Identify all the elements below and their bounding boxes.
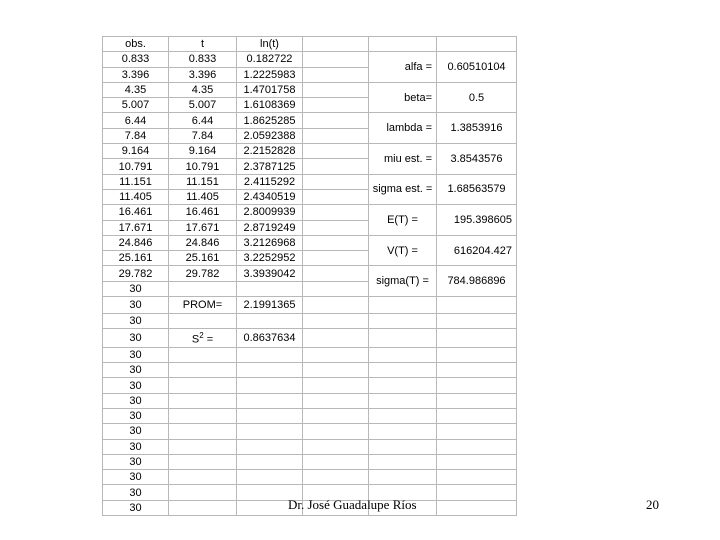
empty-cell	[303, 424, 369, 439]
header-ln-t: ln(t)	[237, 37, 303, 52]
empty-cell	[237, 347, 303, 362]
s2-label-exponent: 2	[199, 331, 204, 341]
t-cell: 11.151	[169, 174, 237, 189]
empty-cell	[437, 363, 517, 378]
ln-t-cell: 2.8009939	[237, 205, 303, 220]
ln-t-cell: 1.4701758	[237, 82, 303, 97]
ln-t-cell: 1.6108369	[237, 98, 303, 113]
t-cell: 11.405	[169, 189, 237, 204]
table-row	[103, 424, 517, 439]
obs-cell: 30	[103, 424, 169, 439]
table-row	[103, 113, 517, 128]
table-row	[103, 174, 517, 189]
header-obs: obs.	[103, 37, 169, 52]
empty-cell	[369, 313, 437, 328]
empty-cell	[369, 454, 437, 469]
ln-t-cell: 2.4340519	[237, 189, 303, 204]
obs-cell: 30	[103, 363, 169, 378]
empty-cell	[303, 82, 369, 97]
t-cell: 17.671	[169, 220, 237, 235]
t-cell: 24.846	[169, 235, 237, 250]
empty-cell	[437, 424, 517, 439]
header-t: t	[169, 37, 237, 52]
table-row	[103, 454, 517, 469]
estimate-label: miu est. =	[369, 144, 437, 175]
t-cell: 29.782	[169, 266, 237, 281]
empty-cell	[437, 408, 517, 423]
obs-cell: 30	[103, 378, 169, 393]
empty-cell	[237, 454, 303, 469]
s2-label	[169, 329, 237, 348]
empty-cell	[237, 408, 303, 423]
ln-t-cell: 2.0592388	[237, 128, 303, 143]
header-row	[103, 37, 517, 52]
obs-cell: 30	[103, 393, 169, 408]
empty-cell	[303, 67, 369, 82]
empty-cell	[303, 128, 369, 143]
estimate-label: lambda =	[369, 113, 437, 144]
obs-cell: 17.671	[103, 220, 169, 235]
empty-cell	[369, 470, 437, 485]
empty-cell	[303, 363, 369, 378]
table-row	[103, 144, 517, 159]
table-row	[103, 393, 517, 408]
empty-cell	[303, 393, 369, 408]
obs-cell: 11.405	[103, 189, 169, 204]
empty-cell	[369, 329, 437, 348]
empty-cell	[303, 313, 369, 328]
ln-t-cell: 0.182722	[237, 52, 303, 67]
obs-cell: 30	[103, 329, 169, 348]
empty-cell	[303, 329, 369, 348]
obs-cell: 7.84	[103, 128, 169, 143]
t-cell: 6.44	[169, 113, 237, 128]
obs-cell: 10.791	[103, 159, 169, 174]
empty-cell	[303, 347, 369, 362]
empty-cell	[369, 393, 437, 408]
empty-cell	[237, 439, 303, 454]
obs-cell: 30	[103, 281, 169, 296]
estimate-label: V(T) =	[369, 235, 437, 266]
empty-cell	[169, 363, 237, 378]
empty-cell	[437, 297, 517, 314]
empty-cell	[303, 266, 369, 281]
empty-cell	[303, 251, 369, 266]
empty-cell	[437, 378, 517, 393]
obs-cell: 30	[103, 297, 169, 314]
estimate-label: beta=	[369, 82, 437, 113]
empty-cell	[169, 439, 237, 454]
prom-value: 2.1991365	[237, 297, 303, 314]
empty-cell	[303, 174, 369, 189]
empty-cell	[303, 159, 369, 174]
empty-cell	[303, 454, 369, 469]
obs-cell: 3.396	[103, 67, 169, 82]
t-cell: 9.164	[169, 144, 237, 159]
empty-cell	[369, 424, 437, 439]
empty-cell	[369, 347, 437, 362]
slide-footer	[0, 497, 720, 515]
empty-cell	[437, 313, 517, 328]
ln-t-cell: 3.2252952	[237, 251, 303, 266]
empty-cell	[169, 313, 237, 328]
empty-cell	[437, 439, 517, 454]
empty-cell	[369, 297, 437, 314]
empty-cell	[169, 408, 237, 423]
header-empty-cell	[437, 37, 517, 52]
ln-t-cell: 2.4115292	[237, 174, 303, 189]
empty-cell	[303, 98, 369, 113]
obs-cell: 25.161	[103, 251, 169, 266]
estimate-value: 1.68563579	[437, 174, 517, 205]
estimate-label: E(T) =	[369, 205, 437, 236]
table-row	[103, 205, 517, 220]
table-row	[103, 378, 517, 393]
empty-cell	[169, 378, 237, 393]
obs-cell: 30	[103, 347, 169, 362]
t-cell: 0.833	[169, 52, 237, 67]
spreadsheet-body	[103, 37, 517, 516]
obs-cell: 30	[103, 408, 169, 423]
table-row	[103, 297, 517, 314]
empty-cell	[303, 144, 369, 159]
table-row	[103, 313, 517, 328]
ln-t-cell: 1.8625285	[237, 113, 303, 128]
t-cell: 4.35	[169, 82, 237, 97]
obs-cell: 0.833	[103, 52, 169, 67]
s2-label-equals: =	[203, 333, 214, 346]
s2-value: 0.8637634	[237, 329, 303, 348]
obs-cell: 30	[103, 485, 169, 500]
empty-cell	[369, 439, 437, 454]
empty-cell	[169, 470, 237, 485]
obs-cell: 9.164	[103, 144, 169, 159]
empty-cell	[303, 408, 369, 423]
empty-cell	[303, 297, 369, 314]
table-row	[103, 439, 517, 454]
empty-cell	[303, 189, 369, 204]
empty-cell	[237, 393, 303, 408]
s2-label-base: S	[191, 333, 200, 346]
estimate-value: 195.398605	[437, 205, 517, 236]
estimate-label: sigma(T) =	[369, 266, 437, 297]
empty-cell	[369, 363, 437, 378]
table-row	[103, 470, 517, 485]
obs-cell: 30	[103, 439, 169, 454]
empty-cell	[369, 378, 437, 393]
table-row	[103, 235, 517, 250]
table-row	[103, 329, 517, 348]
empty-cell	[437, 393, 517, 408]
empty-cell	[169, 424, 237, 439]
empty-cell	[437, 454, 517, 469]
t-cell: 7.84	[169, 128, 237, 143]
obs-cell: 11.151	[103, 174, 169, 189]
empty-cell	[237, 378, 303, 393]
page-number: 20	[646, 497, 659, 512]
empty-cell	[303, 235, 369, 250]
estimate-value: 3.8543576	[437, 144, 517, 175]
empty-cell	[169, 393, 237, 408]
ln-t-cell: 2.8719249	[237, 220, 303, 235]
table-row	[103, 266, 517, 281]
obs-cell: 29.782	[103, 266, 169, 281]
table-row	[103, 52, 517, 67]
obs-cell: 30	[103, 500, 169, 515]
table-row	[103, 82, 517, 97]
empty-cell	[303, 52, 369, 67]
obs-cell: 4.35	[103, 82, 169, 97]
table-row	[103, 347, 517, 362]
obs-cell: 6.44	[103, 113, 169, 128]
empty-cell	[437, 347, 517, 362]
header-empty-cell	[369, 37, 437, 52]
ln-t-cell: 3.3939042	[237, 266, 303, 281]
obs-cell: 30	[103, 454, 169, 469]
obs-cell: 30	[103, 313, 169, 328]
estimate-value: 784.986896	[437, 266, 517, 297]
estimate-value: 616204.427	[437, 235, 517, 266]
ln-t-cell: 1.2225983	[237, 67, 303, 82]
empty-cell	[369, 408, 437, 423]
prom-label: PROM=	[169, 297, 237, 314]
ln-t-cell: 2.2152828	[237, 144, 303, 159]
empty-cell	[303, 378, 369, 393]
t-cell: 10.791	[169, 159, 237, 174]
table-row	[103, 363, 517, 378]
estimate-value: 1.3853916	[437, 113, 517, 144]
t-cell: 25.161	[169, 251, 237, 266]
header-empty-cell	[303, 37, 369, 52]
estimate-label: sigma est. =	[369, 174, 437, 205]
spreadsheet-table	[102, 36, 517, 516]
obs-cell: 16.461	[103, 205, 169, 220]
footer-author: Dr. José Guadalupe Ríos	[288, 497, 417, 512]
empty-cell	[169, 281, 237, 296]
empty-cell	[303, 113, 369, 128]
t-cell: 3.396	[169, 67, 237, 82]
empty-cell	[303, 220, 369, 235]
empty-cell	[237, 424, 303, 439]
estimate-value: 0.5	[437, 82, 517, 113]
empty-cell	[237, 313, 303, 328]
empty-cell	[437, 470, 517, 485]
empty-cell	[303, 470, 369, 485]
obs-cell: 5.007	[103, 98, 169, 113]
t-cell: 5.007	[169, 98, 237, 113]
t-cell: 16.461	[169, 205, 237, 220]
obs-cell: 24.846	[103, 235, 169, 250]
empty-cell	[237, 470, 303, 485]
ln-t-cell: 3.2126968	[237, 235, 303, 250]
obs-cell: 30	[103, 470, 169, 485]
table-row	[103, 408, 517, 423]
empty-cell	[169, 347, 237, 362]
empty-cell	[303, 281, 369, 296]
estimate-label: alfa =	[369, 52, 437, 83]
ln-t-cell: 2.3787125	[237, 159, 303, 174]
empty-cell	[303, 439, 369, 454]
empty-cell	[169, 454, 237, 469]
empty-cell	[237, 281, 303, 296]
empty-cell	[237, 363, 303, 378]
empty-cell	[303, 205, 369, 220]
empty-cell	[437, 329, 517, 348]
estimate-value: 0.60510104	[437, 52, 517, 83]
